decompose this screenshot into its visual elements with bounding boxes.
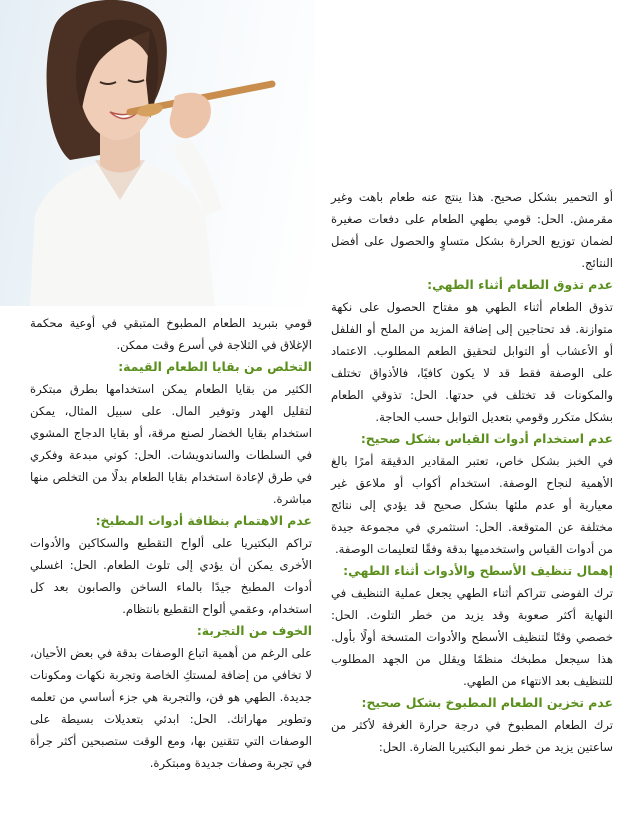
paragraph: على الرغم من أهمية اتباع الوصفات بدقة في بعض الأحيان، لا تخافي من إضافة لمستكِ الخاصة وتجربة نكهات ومكونات جديدة. الطهي هو فن، والتجربة هي جزء أساسي من تعلمه وتطوير مهاراتك. الحل: ابدئي بتعديلات بسيطة على الوصفات التي تتقنين بها، ومع الوقت ستصبحين أكثر جرأة في تجربة وصفات جديدة ومبتكرة. (30, 646, 312, 770)
section-heading: عدم استخدام أدوات القياس بشكل صحيح: (360, 431, 613, 446)
paragraph: الكثير من بقايا الطعام يمكن استخدامها بطرق مبتكرة لتقليل الهدر وتوفير المال. على سبيل المثال، يمكن استخدام بقايا الخضار لصنع مرقة، أو بقايا الدجاج المشوي في السلطات والساندويشات. الحل: كوني مبدعة وفكري في طرق لإعادة استخدام بقايا الطعام بدلًا من التخلص منها مباشرة. (30, 382, 312, 506)
paragraph: قومي بتبريد الطعام المطبوخ المتبقي في أوعية محكمة الإغلاق في الثلاجة في أسرع وقت ممكن. (30, 316, 312, 352)
section-heading: عدم الاهتمام بنظافة أدوات المطبخ: (95, 513, 312, 528)
paragraph: أو التحمير بشكل صحيح. هذا ينتج عنه طعام باهت وغير مقرمش. الحل: قومي بطهي الطعام على دفعات صغيرة لضمان توزيع الحرارة بشكل متساوٍ والحصول على أفضل النتائج. (331, 190, 613, 270)
paragraph: في الخبز بشكل خاص، تعتبر المقادير الدقيقة أمرًا بالغ الأهمية لنجاح الوصفة. استخدام أكواب أو ملاعق غير معيارية أو عدم ملئها بشكل صحيح قد يؤدي إلى نتائج مختلفة عن المتوقعة. الحل: استثمري في مجموعة جيدة من أدوات القياس واستخدميها بدقة وفقًا لتعليمات الوصفة. (331, 454, 613, 556)
paragraph: ترك الطعام المطبوخ في درجة حرارة الغرفة لأكثر من ساعتين يزيد من خطر نمو البكتيريا الضارة. الحل: (331, 718, 613, 754)
paragraph: ترك الفوضى تتراكم أثناء الطهي يجعل عملية التنظيف في النهاية أكثر صعوبة وقد يزيد من خطر التلوث. الحل: خصصي وقتًا لتنظيف الأسطح والأدوات المتسخة أولًا بأول. هذا سيجعل مطبخك منظمًا ويقلل من الجهد المطلوب للتنظيف بعد الانتهاء من الطهي. (331, 586, 613, 688)
paragraph: تراكم البكتيريا على ألواح التقطيع والسكاكين والأدوات الأخرى يمكن أن يؤدي إلى تلوث الطعام. الحل: اغسلي أدوات المطبخ جيدًا بالماء الساخن والصابون بعد كل استخدام، وعقمي ألواح التقطيع بانتظام. (30, 536, 312, 616)
article-column-left (30, 312, 312, 774)
section-heading: عدم تخزين الطعام المطبوخ بشكل صحيح: (361, 695, 613, 710)
woman-tasting-photo (0, 0, 315, 306)
paragraph: تذوق الطعام أثناء الطهي هو مفتاح الحصول على نكهة متوازنة. قد تحتاجين إلى إضافة المزيد من الملح أو الفلفل أو الأعشاب أو التوابل لتحقيق الطعم المطلوب. الاعتماد على الوصفة فقط قد لا يكون كافيًا، فالأذواق تختلف والمكونات قد تختلف في حدتها. الحل: تذوقي الطعام بشكل متكرر وقومي بتعديل التوابل حسب الحاجة. (331, 300, 613, 424)
section-heading: الخوف من التجربة: (196, 623, 312, 638)
article-column-right (331, 186, 613, 758)
section-heading: عدم تذوق الطعام أثناء الطهي: (427, 277, 613, 292)
section-heading: إهمال تنظيف الأسطح والأدوات أثناء الطهي: (343, 563, 613, 578)
section-heading: التخلص من بقايا الطعام القيمة: (118, 359, 312, 374)
woman-tasting-from-spoon-icon (0, 0, 315, 306)
